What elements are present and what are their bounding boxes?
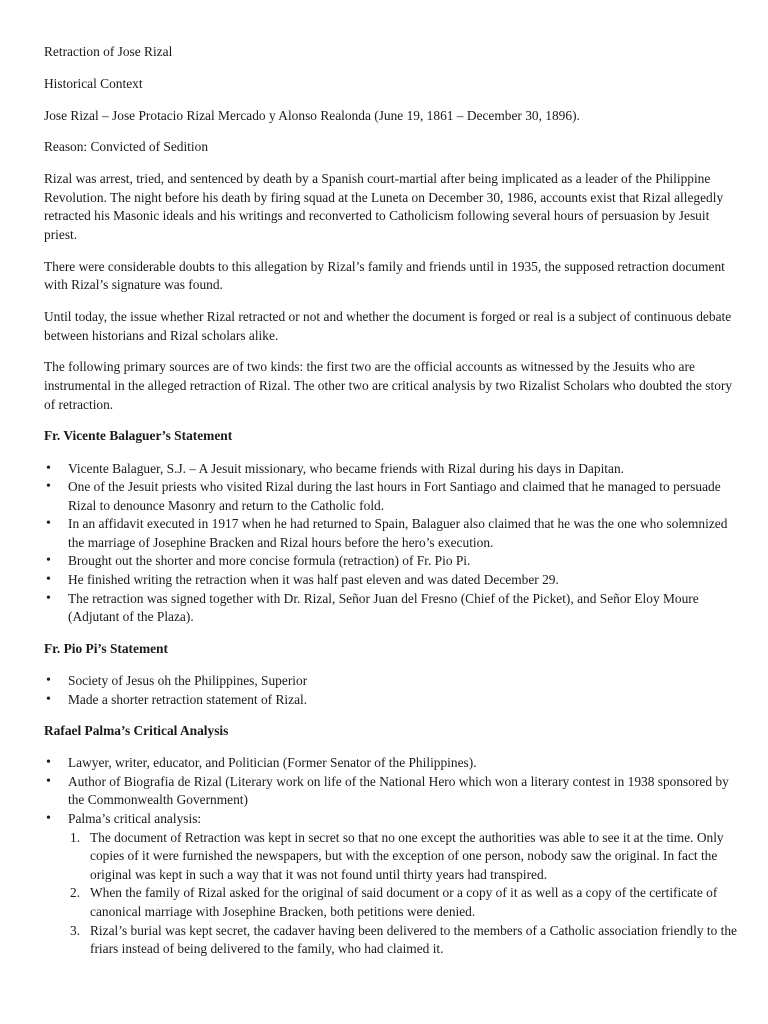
document-title: Retraction of Jose Rizal [44, 44, 173, 59]
reason-line: Reason: Convicted of Sedition [44, 139, 209, 155]
bullet-item: • Author of Biografia de Rizal (Literary work on life of the National Hero which won a literary contest in 1938 sponsored by the Commonwealth Government) [44, 773, 738, 810]
bullet-item: • He finished writing the retraction when it was half past eleven and was dated December 29. [44, 571, 738, 590]
bullet-item: • One of the Jesuit priests who visited Rizal during the last hours in Fort Santiago and claimed that he managed to persuade Rizal to denounce Masonry and return to the Catholic fold. [44, 478, 738, 515]
palma-bullet-list [44, 754, 738, 959]
subject-line: Jose Rizal – Jose Protacio Rizal Mercado y Alonso Realonda (June 19, 1861 – December 30, 1896). [44, 107, 580, 123]
paragraph: Until today, the issue whether Rizal retracted or not and whether the document is forged or real is a subject of continuous debate between historians and Rizal scholars alike. [44, 309, 732, 343]
section-heading-palma: Rafael Palma’s Critical Analysis [44, 723, 229, 739]
paragraph: The following primary sources are of two kinds: the first two are the official accounts as witnessed by the Jesuits who are instrumental in the alleged retraction of Rizal. The other two are critical analysis by two Rizalist Scholars who doubted the story of retraction. [44, 359, 733, 412]
numbered-item: When the family of Rizal asked for the original of said document or a copy of it as well as a copy of the certificate of canonical marriage with Josephine Bracken, both petitions were denied. [90, 885, 718, 919]
bullet-item: • The retraction was signed together with Dr. Rizal, Señor Juan del Fresno (Chief of the Picket), and Señor Eloy Moure (Adjutant of the Plaza). [44, 590, 738, 627]
paragraph: Rizal was arrest, tried, and sentenced by death by a Spanish court-martial after being implicated as a leader of the Philippine Revolution. The night before his death by firing squad at the Luneta on December 30, 1986, accounts exist that Rizal allegedly retracted his Masonic ideals and his writings and reconverted to Catholicism following several hours of persuasion by Jesuit priest. [44, 171, 724, 242]
bullet-item: • Society of Jesus oh the Philippines, Superior [44, 672, 738, 691]
numbered-item: The document of Retraction was kept in secret so that no one except the authorities was able to see it at the time. Only copies of it were furnished the newspapers, but with the exception of one person, nobody saw the original. In fact the original was kept in such a way that it was not found until thirty years had transpired. [90, 829, 724, 882]
bullet-item: • Brought out the shorter and more concise formula (retraction) of Fr. Pio Pi. [44, 552, 738, 571]
bullet-item-label: Palma’s critical analysis: [68, 811, 202, 826]
bullet-item: • Made a shorter retraction statement of Rizal. [44, 691, 738, 710]
paragraph: There were considerable doubts to this allegation by Rizal’s family and friends until in 1935, the supposed retraction document with Rizal’s signature was found. [44, 258, 725, 293]
numbered-item: Rizal’s burial was kept secret, the cadaver having been delivered to the members of a Catholic association friendly to the friars instead of being delivered to the family, who had claimed it. [90, 922, 737, 957]
pio-pi-bullet-list [44, 672, 738, 709]
document-subtitle: Historical Context [44, 75, 143, 91]
balaguer-bullet-list [44, 460, 738, 627]
palma-numbered-list [68, 829, 738, 959]
section-heading-pio-pi: Fr. Pio Pi’s Statement [44, 640, 168, 656]
bullet-item-with-sublist [44, 810, 738, 959]
bullet-item: • In an affidavit executed in 1917 when he had returned to Spain, Balaguer also claimed that he was the one who solemnized the marriage of Josephine Bracken and Rizal hours before the hero’s execution. [44, 515, 738, 552]
section-heading-balaguer: Fr. Vicente Balaguer’s Statement [44, 428, 233, 444]
bullet-item: • Vicente Balaguer, S.J. – A Jesuit missionary, who became friends with Rizal during his days in Dapitan. [44, 460, 738, 479]
bullet-item: • Lawyer, writer, educator, and Politician (Former Senator of the Philippines). [44, 754, 738, 773]
